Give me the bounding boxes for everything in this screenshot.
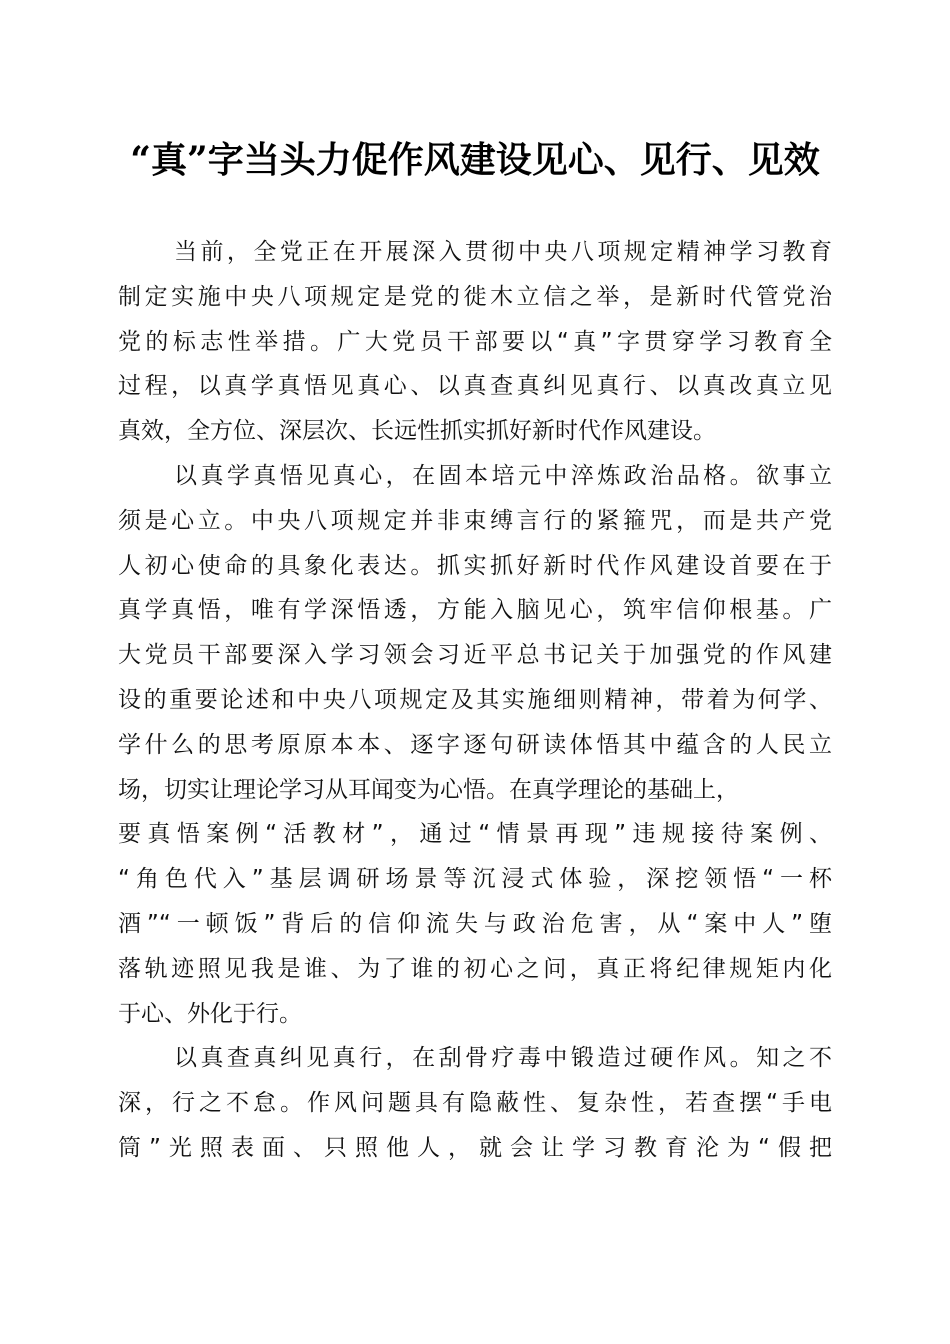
text-line: 场，切实让理论学习从耳闻变为心悟。在真学理论的基础上， (118, 776, 739, 803)
document-title: “真”字当头力促作风建设见心、见行、见效 (130, 139, 820, 181)
paragraph-true-inspection (118, 1036, 832, 1170)
text-line: 须是心立。中央八项规定并非束缚言行的紧箍咒，而是共产党 (118, 507, 832, 534)
text-line: “角色代入”基层调研场景等沉浸式体验，深挖领悟“一杯 (118, 866, 832, 893)
text-line: 真学真悟，唯有学深悟透，方能入脑见心，筑牢信仰根基。广 (118, 597, 832, 624)
text-line: 制定实施中央八项规定是党的徙木立信之举，是新时代管党治 (118, 283, 832, 310)
text-line: 以真查真纠见真行，在刮骨疗毒中锻造过硬作风。知之不 (174, 1045, 832, 1072)
document-body (118, 230, 832, 1171)
text-line: 人初心使命的具象化表达。抓实抓好新时代作风建设首要在于 (118, 552, 832, 579)
text-line: 于心、外化于行。 (118, 1000, 302, 1027)
paragraph-true-study (118, 454, 832, 1036)
paragraph-intro (118, 230, 832, 454)
text-line: 当前，全党正在开展深入贯彻中央八项规定精神学习教育 (174, 239, 832, 265)
text-line: 大党员干部要深入学习领会习近平总书记关于加强党的作风建 (118, 642, 832, 669)
text-line: 过程，以真学真悟见真心、以真查真纠见真行、以真改真立见 (118, 373, 832, 400)
text-line: 以真学真悟见真心，在固本培元中淬炼政治品格。欲事立 (174, 462, 832, 489)
text-line: 要真悟案例“活教材”，通过“情景再现”违规接待案例、 (118, 821, 832, 848)
text-line: 学什么的思考原原本本、逐字逐句研读体悟其中蕴含的人民立 (118, 731, 832, 758)
text-line: 酒”“一顿饭”背后的信仰流失与政治危害，从“案中人”堕 (118, 910, 832, 937)
text-line: 真效，全方位、深层次、长远性抓实抓好新时代作风建设。 (118, 418, 716, 445)
text-line: 设的重要论述和中央八项规定及其实施细则精神，带着为何学、 (118, 686, 832, 713)
text-line: 党的标志性举措。广大党员干部要以“真”字贯穿学习教育全 (118, 328, 832, 355)
text-line: 落轨迹照见我是谁、为了谁的初心之问，真正将纪律规矩内化 (118, 955, 832, 982)
text-line: 深，行之不怠。作风问题具有隐蔽性、复杂性，若查摆“手电 (118, 1090, 832, 1117)
text-line: 筒”光照表面、只照他人，就会让学习教育沦为“假把 (118, 1134, 832, 1161)
